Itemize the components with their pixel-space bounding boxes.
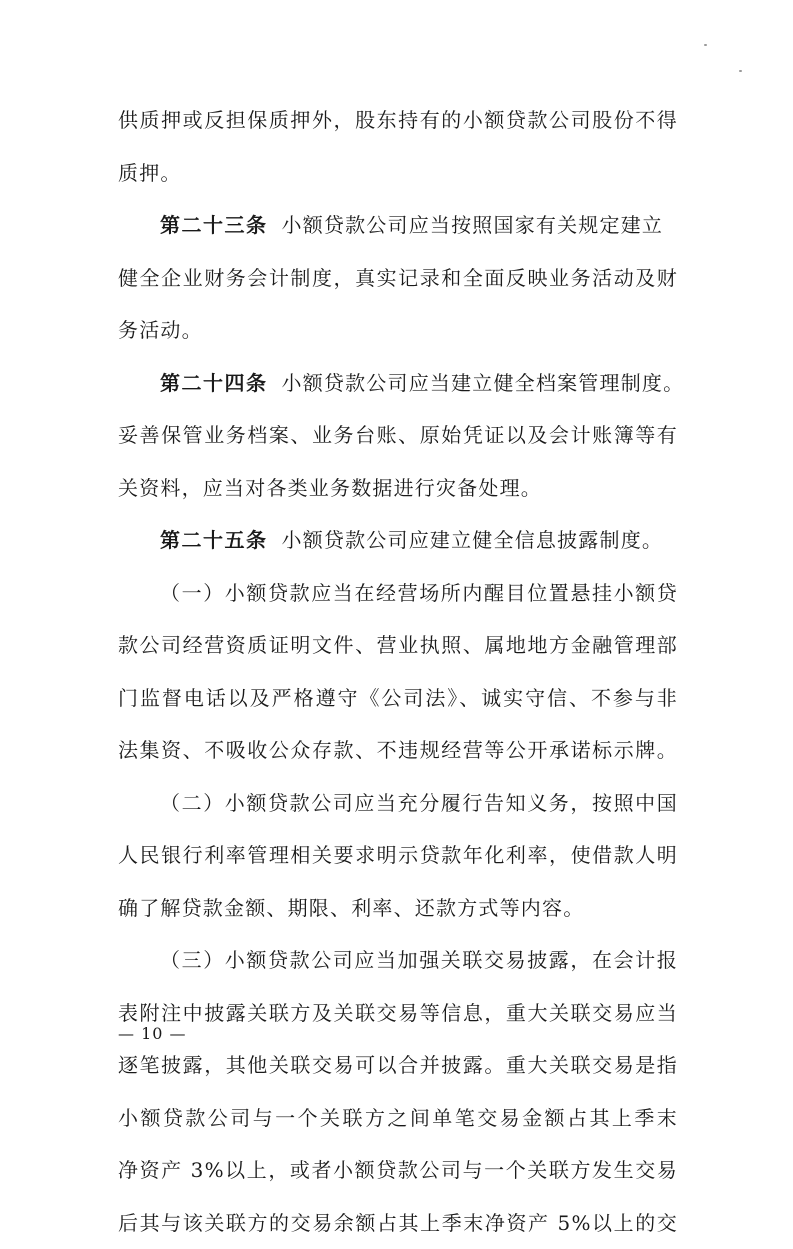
body-line: 净资产 3%以上，或者小额贷款公司与一个关联方发生交易 [118,1144,678,1197]
article-text: 小额贷款公司应当建立健全档案管理制度。 [282,371,685,395]
body-line: 人民银行利率管理相关要求明示贷款年化利率，使借款人明 [118,829,678,882]
article-25-line [118,514,678,567]
body-line: 健全企业财务会计制度，真实记录和全面反映业务活动及财 [118,252,678,305]
body-line: 确了解贷款金额、期限、利率、还款方式等内容。 [118,882,678,935]
body-line: 质押。 [118,147,678,200]
body-line: 务活动。 [118,304,678,357]
article-24-line [118,357,678,410]
body-line: 表附注中披露关联方及关联交易等信息，重大关联交易应当 [118,987,678,1040]
scan-speck [704,44,707,46]
body-line: 妥善保管业务档案、业务台账、原始凭证以及会计账簿等有 [118,409,678,462]
article-text: 小额贷款公司应当按照国家有关规定建立 [282,213,664,237]
clause-line: （二）小额贷款公司应当充分履行告知义务，按照中国 [118,777,678,830]
clause-line: （三）小额贷款公司应当加强关联交易披露，在会计报 [118,934,678,987]
body-line: 关资料，应当对各类业务数据进行灾备处理。 [118,462,678,515]
clause-line: （一）小额贷款应当在经营场所内醒目位置悬挂小额贷 [118,567,678,620]
body-line: 后其与该关联方的交易余额占其上季末净资产 5%以上的交 [118,1197,678,1249]
body-line: 款公司经营资质证明文件、营业执照、属地地方金融管理部 [118,619,678,672]
body-line: 供质押或反担保质押外，股东持有的小额贷款公司股份不得 [118,94,678,147]
body-line: 门监督电话以及严格遵守《公司法》、诚实守信、不参与非 [118,672,678,725]
body-line: 法集资、不吸收公众存款、不违规经营等公开承诺标示牌。 [118,724,678,777]
article-heading: 第二十四条 [160,371,268,395]
scan-speck [739,70,742,72]
body-line: 小额贷款公司与一个关联方之间单笔交易金额占其上季末 [118,1092,678,1145]
article-heading: 第二十五条 [160,528,268,552]
article-text: 小额贷款公司应建立健全信息披露制度。 [282,528,664,552]
body-line: 逐笔披露，其他关联交易可以合并披露。重大关联交易是指 [118,1039,678,1092]
page-number: — 10 — [118,1024,187,1043]
document-body [118,94,678,1249]
article-heading: 第二十三条 [160,213,268,237]
article-23-line [118,199,678,252]
